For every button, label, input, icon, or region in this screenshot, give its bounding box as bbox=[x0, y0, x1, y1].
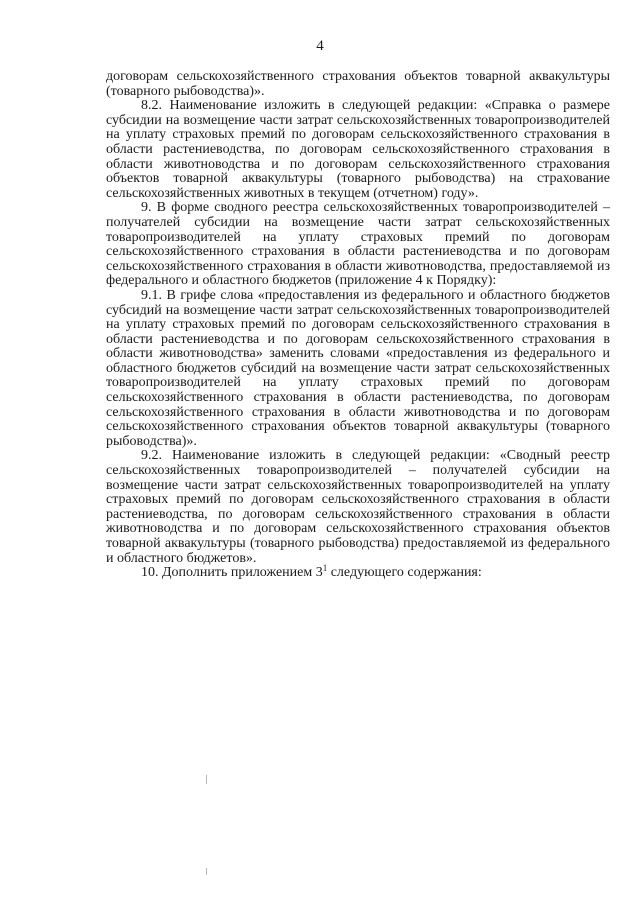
paragraph-10-text: 10. Дополнить приложением 3 bbox=[141, 565, 323, 581]
paragraph-9-2: 9.2. Наименование изложить в следующей редакции: «Сводный реестр сельскохозяйственных товаропроизводителей – получателей субсидии на возмещение части затрат сельскохозяйственных товаропроизводителей на уплату страховых премий по договорам сельскохозяйственного страхования в области растениеводства, по договорам сельскохозяйственного страхования в области животноводства и по договорам сельскохозяйственного страхования объектов товарной аквакультуры (товарного рыбоводства) предоставляемой из федерального и областного бюджетов». bbox=[106, 448, 610, 566]
document-body bbox=[106, 70, 610, 581]
paragraph-10 bbox=[106, 563, 610, 581]
paragraph-10-tail: следующего содержания: bbox=[327, 565, 482, 581]
paragraph-9-1: 9.1. В грифе слова «предоставления из федерального и областного бюджетов субсидий на возмещение части затрат сельскохозяйственных товаропроизводителей на уплату страховых премий по договорам сельскохозяйственного страхования в области растениеводства и по договорам сельскохозяйственного страхования в области животноводства» заменить словами «предоставления из федерального и областного бюджетов субсидий на возмещение части затрат сельскохозяйственных товаропроизводителей на уплату страховых премий по договорам сельскохозяйственного страхования в области растениеводства, по договорам сельскохозяйственного страхования в области животноводства и по договорам сельскохозяйственного страхования объектов товарной аквакультуры (товарного рыбоводства)». bbox=[106, 287, 610, 449]
scan-mark-2 bbox=[206, 868, 207, 875]
scan-mark-1 bbox=[206, 775, 207, 784]
page-number: 4 bbox=[316, 38, 324, 54]
paragraph-10-superscript: 1 bbox=[322, 563, 328, 574]
paragraph-8-2: 8.2. Наименование изложить в следующей редакции: «Справка о размере субсидии на возмещение части затрат сельскохозяйственных товаропроизводителей на уплату страховых премий по договорам сельскохозяйственного страхования в области растениеводства, по договорам сельскохозяйственного страхования в области животноводства и по договорам сельскохозяйственного страхования объектов товарной аквакультуры (товарного рыбоводства) на страхование сельскохозяйственных животных в текущем (отчетном) году». bbox=[106, 98, 610, 201]
paragraph-continuation: договорам сельскохозяйственного страхования объектов товарной аквакультуры (товарного рыбоводства)». bbox=[106, 69, 610, 99]
paragraph-9: 9. В форме сводного реестра сельскохозяйственных товаропроизводителей – получателей субсидии на возмещение части затрат сельскохозяйственных товаропроизводителей на уплату страховых премий по договорам сельскохозяйственного страхования в области растениеводства и по договорам сельскохозяйственного страхования в области животноводства, предоставляемой из федерального и областного бюджетов (приложение 4 к Порядку): bbox=[106, 200, 610, 289]
